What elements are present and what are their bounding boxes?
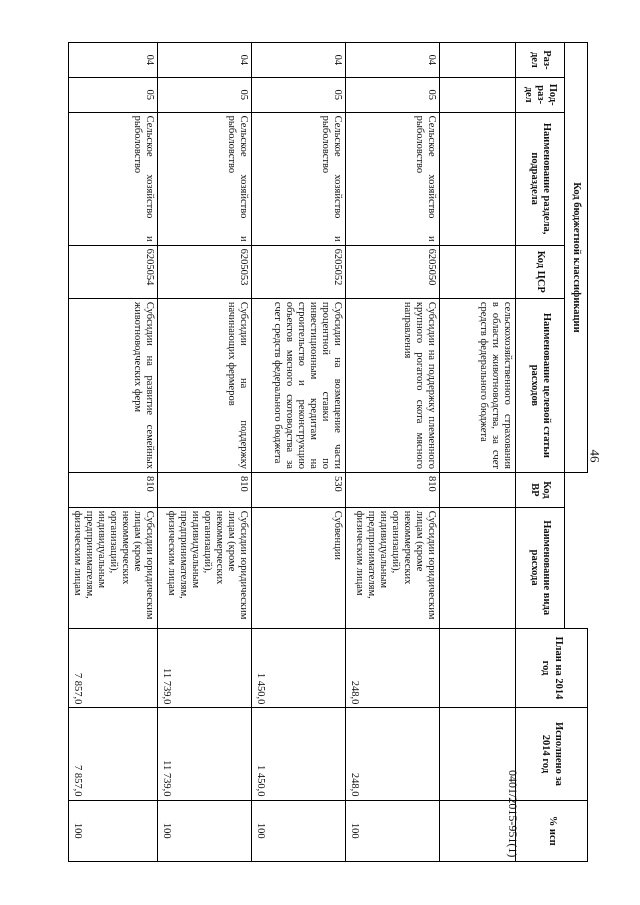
cell-csr: 6205053 — [158, 245, 252, 298]
cell-vr-name: Субвенции — [252, 507, 346, 628]
cell-vr: 530 — [252, 472, 346, 507]
cell-csr: 6205052 — [252, 245, 346, 298]
header-empty — [565, 472, 588, 628]
header-vr: Код ВР — [516, 472, 565, 507]
cell-plan — [440, 628, 516, 708]
cell-vr-name: Субсидии юридическим лицам (кроме некоммерческих организаций), индивидуальным предпринимателям, физическим лицам — [346, 507, 440, 628]
cell-razdel: 04 — [68, 43, 157, 78]
cell-pct: 100 — [158, 800, 252, 862]
cell-vr-name: Субсидии юридическим лицам (кроме некоммерческих организаций), индивидуальным предпринимателям, физическим лицам — [158, 507, 252, 628]
header-name-razdel: Наименование раздела, подраздела — [516, 112, 565, 245]
cell-isp: 7 857,0 — [68, 708, 157, 800]
cell-razdel: 04 — [252, 43, 346, 78]
header-razdel: Раз-дел — [516, 43, 565, 78]
cell-razdel: 04 — [346, 43, 440, 78]
cell-csr-name: Субсидии на возмещение части процентной ставки по инвестиционным кредитам на строительство и реконструкцию объектов мясного скотоводства за счет средств федерального бюджета — [252, 298, 346, 472]
header-podrazdel: Под-раз-дел — [516, 77, 565, 112]
header-name-vr: Наименование вида расхода — [516, 507, 565, 628]
cell-razdel: 04 — [158, 43, 252, 78]
cell-name — [440, 112, 516, 245]
cell-podrazdel — [440, 77, 516, 112]
header-pct: % исп — [516, 800, 588, 862]
cell-plan: 248,0 — [346, 628, 440, 708]
document-number: 0401/2015-951(1) — [506, 770, 520, 858]
cell-isp: 11 739,0 — [158, 708, 252, 800]
budget-table — [68, 42, 588, 862]
cell-pct: 100 — [252, 800, 346, 862]
cell-csr: 6205050 — [346, 245, 440, 298]
cell-plan: 7 857,0 — [68, 628, 157, 708]
cell-podrazdel: 05 — [252, 77, 346, 112]
table-row — [252, 43, 346, 862]
header-csr: Код ЦСР — [516, 245, 565, 298]
cell-name: Сельское хозяйство и рыболовство — [158, 112, 252, 245]
cell-vr-name — [440, 507, 516, 628]
page-number: 46 — [587, 449, 603, 463]
cell-csr: 6205054 — [68, 245, 157, 298]
cell-isp: 1 450,0 — [252, 708, 346, 800]
cell-vr: 810 — [68, 472, 157, 507]
table-row — [68, 43, 157, 862]
cell-name: Сельское хозяйство и рыболовство — [252, 112, 346, 245]
cell-podrazdel: 05 — [68, 77, 157, 112]
cell-csr-name: Субсидии на развитие семейных животноводческих ферм — [68, 298, 157, 472]
table-row — [158, 43, 252, 862]
cell-vr: 810 — [158, 472, 252, 507]
cell-pct: 100 — [68, 800, 157, 862]
cell-plan: 1 450,0 — [252, 628, 346, 708]
header-isp: Исполнено за 2014 год — [516, 708, 588, 800]
cell-csr-name: сельскохозяйственного страхования в области животноводства, за счет средств федерального бюджета — [440, 298, 516, 472]
rotated-table-container — [43, 42, 588, 862]
cell-csr — [440, 245, 516, 298]
cell-csr-name: Субсидии на поддержку племенного крупного рогатого скота мясного направления — [346, 298, 440, 472]
table-row — [346, 43, 440, 862]
header-row-group — [565, 43, 588, 862]
cell-name: Сельское хозяйство и рыболовство — [68, 112, 157, 245]
table-row — [440, 43, 516, 862]
header-group-title: Код бюджетной классификации — [565, 43, 588, 473]
cell-vr — [440, 472, 516, 507]
header-name-csr: Наименование целевой статьи расходов — [516, 298, 565, 472]
cell-vr: 810 — [346, 472, 440, 507]
cell-isp: 248,0 — [346, 708, 440, 800]
cell-podrazdel: 05 — [158, 77, 252, 112]
cell-pct: 100 — [346, 800, 440, 862]
cell-vr-name: Субсидии юридическим лицам (кроме некоммерческих организаций), индивидуальным предпринимателям, физическим лицам — [68, 507, 157, 628]
cell-name: Сельское хозяйство и рыболовство — [346, 112, 440, 245]
header-plan: План на 2014 год — [516, 628, 588, 708]
cell-razdel — [440, 43, 516, 78]
cell-csr-name: Субсидии на поддержку начинающих фермеров — [158, 298, 252, 472]
cell-podrazdel: 05 — [346, 77, 440, 112]
cell-plan: 11 739,0 — [158, 628, 252, 708]
